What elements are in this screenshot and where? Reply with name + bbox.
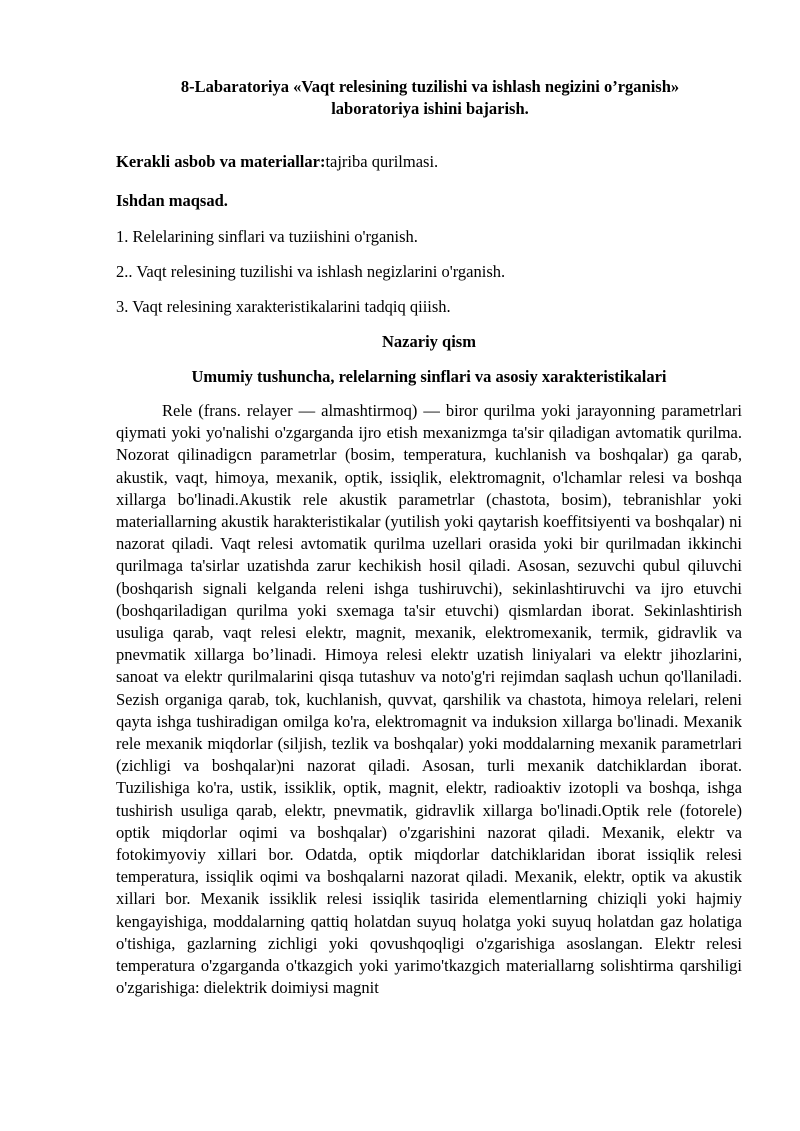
section-heading: Nazariy qism (382, 332, 476, 351)
goal-item-3: 3. Vaqt relesining xarakteristikalarini tadqiq qiiish. (116, 297, 451, 316)
document-title: 8-Labaratoriya «Vaqt relesining tuzilishi va ishlash negizini o’rganish» laboratoriya ishini bajarish. (180, 77, 680, 118)
goal-heading: Ishdan maqsad. (116, 191, 228, 210)
body-paragraph: Rele (frans. relayer — almashtirmoq) — biror qurilma yoki jarayonning parametrlari qiymati yoki yo'nalishi o'zgarganda ijro etish mexanizmga ta'sir qiladigan avtomatik qurilma. Nozorat qilinadigcn parametrlar (bosim, temperatura, kuchlanish va boshqalar) ga qarab, akustik, vaqt, himoya, mexanik, optik, issiqlik, elektromagnit, o'lchamlar relesi va boshqa xillarga bo'linadi.Akustik rele akustik parametrlar (chastota, bosim), tebranishlar yoki materiallarning akustik harakteristikalar (yutilish yoki qaytarish koeffitsiyenti va boshqalar) ni nazorat qiladi. Vaqt relesi avtomatik qurilma uzellari orasida yoki bir qurilmadan ikkinchi qurilmaga ta'sirlar uzatishda zarur kechikish hosil qiladi. Asosan, sezuvchi qubul qiluvchi (boshqarish signali kelganda releni ishga tushiruvchi), sekinlashtiruvchi va ijro etuvchi (boshqariladigan qurilma yoki sxemaga ta'sir etuvchi) qismlardan iborat. Sekinlashtirish usuliga qarab, vaqt relesi elektr, magnit, mexanik, elektromexanik, termik, gidravlik va pnevmatik xillarga bo’linadi. Himoya relesi elektr uzatish liniyalari va elektr jihozlarini, sanoat va elektr qurilmalarini qisqa tutashuv va noto'g'ri rejimdan saqlash uchun qo'llaniladi. Sezish organiga qarab, tok, kuchlanish, quvvat, qarshilik va chastota, himoya relelari, releni qayta ishga tushiradigan omilga ko'ra, elektromagnit va induksion xillarga bo'linadi. Mexanik rele mexanik miqdorlar (siljish, tezlik va boshqalar) yoki moddalarning mexanik parametrlari (zichligi va boshqalar)ni nazorat qiladi. Asosan, turli mexanik datchiklardan iborat. Tuzilishiga ko'ra, ustik, issiklik, optik, magnit, elektr, radioaktiv izotopli va boshqa, ishga tushirish usuliga qarab, elektr, pnevmatik, gidravlik xillarga bo'linadi.Optik rele (fotorele) optik miqdorlar oqimi va boshqalar) o'zgarishini nazorat qiladi. Mexanik, elektr va fotokimyoviy xillari bor. Odatda, optik miqdorlar datchiklaridan iborat issiqlik relesi temperatura, issiqlik oqimi va boshqalarni nazorat qiladi. Mexanik, elektr, optik va akustik xillari bor. Mexanik issiklik relesi issiqlik tasirida elementlarning chiziqli yoki hajmiy kengayishiga, moddalarning qattiq holatdan suyuq holatga yoki suyuq holatdan gaz holatiga o'tishiga, gazlarning zichligi yoki qovushqoqligi o'zgarishiga asoslangan. Elektr relesi temperatura o'zgarganda o'tkazgich yoki yarimo'tkazgich materiallarng solishtirma qarshiligi o'zgarishiga: dielektrik doimiysi magnit (116, 401, 742, 998)
materials-label: Kerakli asbob va materiallar: (116, 152, 326, 171)
subsection-heading: Umumiy tushuncha, relelarning sinflari va asosiy xarakteristikalari (191, 367, 667, 386)
materials-line (116, 151, 438, 173)
goal-item-2: 2.. Vaqt relesining tuzilishi va ishlash negizlarini o'rganish. (116, 262, 506, 281)
goal-item-1: 1. Relelarining sinflari va tuziishini o'rganish. (116, 227, 418, 246)
materials-value: tajriba qurilmasi. (325, 152, 439, 171)
